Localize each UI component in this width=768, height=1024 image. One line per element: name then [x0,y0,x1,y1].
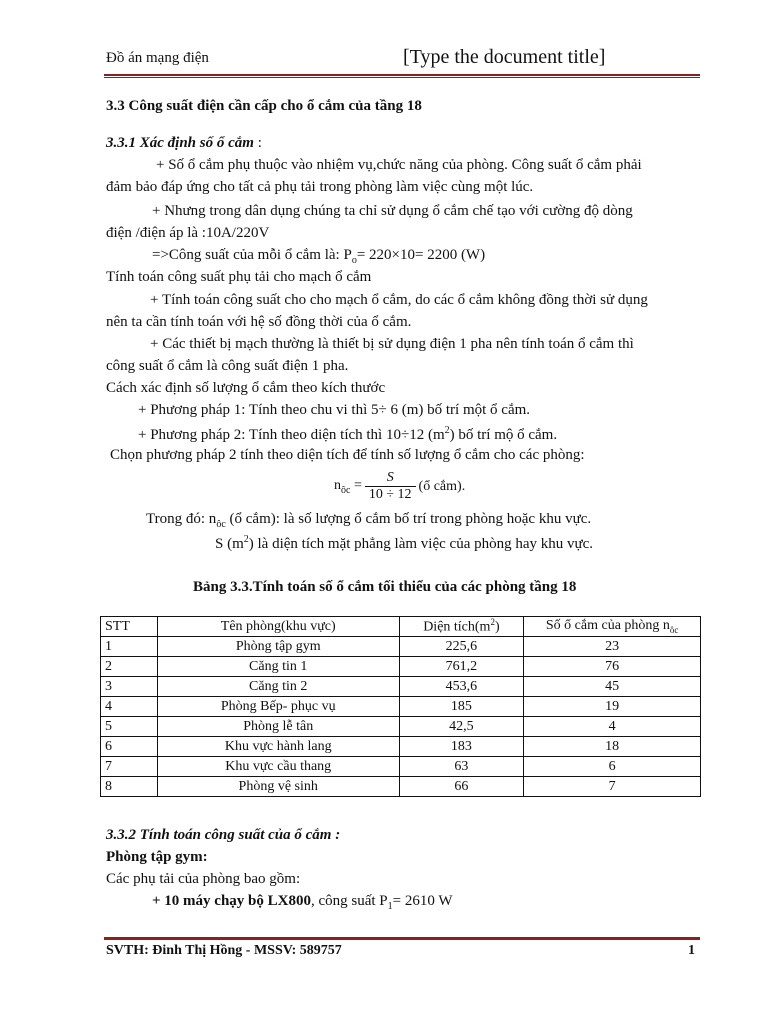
table-row: 6 Khu vực hành lang 183 18 [101,737,701,757]
paragraph-line: + Số ổ cắm phụ thuộc vào nhiệm vụ,chức năng của phòng. Công suất ổ cắm phải [156,157,642,173]
paragraph-line: + Phương pháp 1: Tính theo chu vi thì 5÷ 6 (m) bố trí một ổ cắm. [138,402,531,418]
subsection-heading-1 [106,134,262,152]
paragraph-line: + Các thiết bị mạch thường là thiết bị sử dụng điện 1 pha nên tính toán ổ cắm thì [150,336,634,352]
table-row: 4 Phòng Bếp- phục vụ 185 19 [101,697,701,717]
formula-numerator: S [386,470,394,485]
footer-rule [104,937,700,940]
paragraph-line: + Tính toán công suất cho cho mạch ổ cắm, do các ổ cắm không đồng thời sử dụng [150,292,648,308]
text: = 220×10= 2200 (W) [356,247,486,263]
paragraph-line: S $(m^2)$ là diện tích mặt phẳng làm việc của phòng hay khu vực. [215,534,594,552]
paragraph-line: điện /điện áp là :10A/220V [106,225,270,241]
text: =>Công suất của mỗi ổ cắm là: P [152,247,352,263]
table-row: 1 Phòng tập gym 225,6 23 [101,637,701,657]
paragraph-line [138,425,557,444]
text: ) bố trí mộ ổ cắm. [449,427,558,443]
load-item: + 10 máy chạy bộ LX800, công suất $P_1= 2610$ W [152,893,453,912]
column-header: Diện $tích(m^2)$ [399,617,524,637]
socket-table [100,616,701,797]
table-row: 5 Phòng lễ tân 42,5 4 [101,717,701,737]
text: + Phương pháp 2: Tính theo diện tích thì 10÷12 (m [138,427,445,443]
table-row: 7 Khu vực cầu thang 63 6 [101,757,701,777]
formula-lhs: $n_{ôc}$ = [334,477,362,496]
table-caption: Bảng 3.3.Tính toán số ổ cắm tối thiểu của các phòng tầng 18 [193,579,577,595]
paragraph-line: Các phụ tải của phòng bao gồm: [106,871,301,887]
formula-denominator: 10 ÷ 12 [365,486,416,503]
subscript: o [351,255,357,266]
paragraph-line: Chọn phương pháp 2 tính theo diện tích để tính số lượng ổ cắm cho các phòng: [110,447,585,463]
paragraph-line: Tính toán công suất phụ tải cho mạch ổ cắm [106,269,372,285]
page-number: 1 [688,943,695,958]
gym-heading: Phòng tập gym: [106,849,208,865]
load-item-name: + 10 máy chạy bộ LX800 [152,893,311,909]
table-row: 2 Căng tin 1 761,2 76 [101,657,701,677]
paragraph-line: Trong đó: $n_{ôc}$ (ổ cắm): là số lượng ổ cắm bố trí trong phòng hoặc khu vực. [146,511,592,530]
subsection-heading-1-text: 3.3.1 Xác định số ổ cắm [106,135,254,151]
subsection-heading-2: 3.3.2 Tính toán công suất của ổ cắm : [106,827,341,843]
column-header: Số ổ cắm của phòng $n_{ôc}$ [524,617,701,637]
subsection-heading-1-colon: : [253,135,262,151]
table-header-row [101,617,701,637]
paragraph-line: Cách xác định số lượng ổ cắm theo kích thước [106,380,386,396]
section-heading: 3.3 Công suất điện cần cấp cho ổ cắm của tầng 18 [106,98,422,114]
header-rule-thin [104,77,700,78]
paragraph-line: + Nhưng trong dân dụng chúng ta chỉ sử dụng ổ cắm chế tạo với cường độ dòng [152,203,633,219]
paragraph-line [152,247,485,266]
table-row: 3 Căng tin 2 453,6 45 [101,677,701,697]
footer-student-info: SVTH: Đinh Thị Hồng - MSSV: 589757 [106,943,342,958]
formula-fraction [365,470,416,503]
paragraph-line: nên ta cần tính toán với hệ số đồng thời của ổ cắm. [106,314,412,330]
header-left: Đồ án mạng điện [106,50,209,66]
column-header: STT [101,617,158,637]
superscript: 2 [444,425,450,436]
column-header: Tên phòng(khu vực) [157,617,399,637]
socket-count-formula [334,470,465,503]
paragraph-line: công suất ổ cắm là công suất điện 1 pha. [106,358,349,374]
table-row: 8 Phòng vệ sinh 66 7 [101,777,701,797]
header-rule [104,74,700,76]
document-title: [Type the document title] [403,46,606,68]
formula-unit: (ổ cắm). [418,478,466,494]
paragraph-line: đảm bảo đáp ứng cho tất cả phụ tải trong phòng làm việc cùng một lúc. [106,179,534,195]
